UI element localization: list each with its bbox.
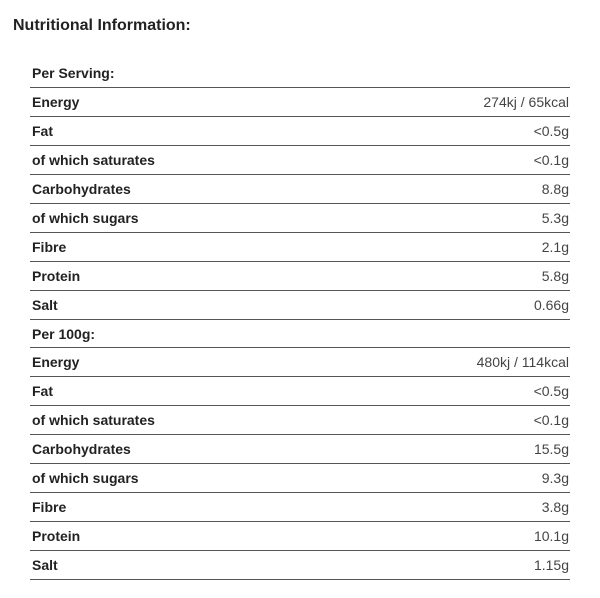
nutrient-value: 15.5g xyxy=(533,441,569,457)
section-heading-per-serving: Per Serving: xyxy=(30,58,570,88)
nutrient-row-fat xyxy=(30,117,570,146)
nutrient-name: Energy xyxy=(32,354,80,370)
nutrient-name: Salt xyxy=(32,297,58,313)
nutrient-row-fat xyxy=(30,377,570,406)
nutrient-value: <0.5g xyxy=(533,123,569,139)
nutrient-name: Carbohydrates xyxy=(32,441,131,457)
nutrient-name: Energy xyxy=(32,94,80,110)
nutrient-row-carbohydrates xyxy=(30,175,570,204)
nutrient-name: Carbohydrates xyxy=(32,181,131,197)
nutrient-name: Salt xyxy=(32,557,58,573)
nutrient-row-salt xyxy=(30,551,570,580)
nutrition-table xyxy=(30,58,570,580)
page-title: Nutritional Information: xyxy=(13,17,191,34)
nutrient-value: <0.5g xyxy=(533,383,569,399)
nutrient-value: 5.8g xyxy=(541,268,569,284)
nutrient-row-protein xyxy=(30,522,570,551)
nutrient-value: <0.1g xyxy=(533,412,569,428)
nutrient-row-sugars xyxy=(30,204,570,233)
nutrient-name: Fat xyxy=(32,383,53,399)
nutrient-name: Fibre xyxy=(32,239,67,255)
nutrient-row-saturates xyxy=(30,406,570,435)
nutrient-name: Fibre xyxy=(32,499,67,515)
nutrient-value: 0.66g xyxy=(533,297,569,313)
nutrient-value: 10.1g xyxy=(533,528,569,544)
nutrient-row-carbohydrates xyxy=(30,435,570,464)
nutrient-row-salt xyxy=(30,291,570,320)
nutrient-name: of which saturates xyxy=(32,152,155,168)
section-heading-per-100g: Per 100g: xyxy=(30,320,570,348)
nutrient-row-fibre xyxy=(30,493,570,522)
nutrient-row-saturates xyxy=(30,146,570,175)
nutrient-name: Fat xyxy=(32,123,53,139)
nutrient-row-sugars xyxy=(30,464,570,493)
nutrient-name: Protein xyxy=(32,268,81,284)
nutrient-value: 8.8g xyxy=(541,181,569,197)
nutrient-value: 5.3g xyxy=(541,210,569,226)
nutrient-value: <0.1g xyxy=(533,152,569,168)
nutrient-value: 2.1g xyxy=(541,239,569,255)
nutrient-value: 480kj / 114kcal xyxy=(476,354,569,370)
nutrient-row-fibre xyxy=(30,233,570,262)
nutrient-name: of which sugars xyxy=(32,470,139,486)
nutrient-value: 3.8g xyxy=(541,499,569,515)
nutrient-value: 9.3g xyxy=(541,470,569,486)
nutrient-row-energy xyxy=(30,88,570,117)
nutrient-row-protein xyxy=(30,262,570,291)
nutrient-value: 1.15g xyxy=(533,557,569,573)
nutrient-name: of which sugars xyxy=(32,210,139,226)
nutrient-row-energy xyxy=(30,348,570,377)
nutrient-value: 274kj / 65kcal xyxy=(483,94,569,110)
nutrient-name: Protein xyxy=(32,528,81,544)
nutrient-name: of which saturates xyxy=(32,412,155,428)
